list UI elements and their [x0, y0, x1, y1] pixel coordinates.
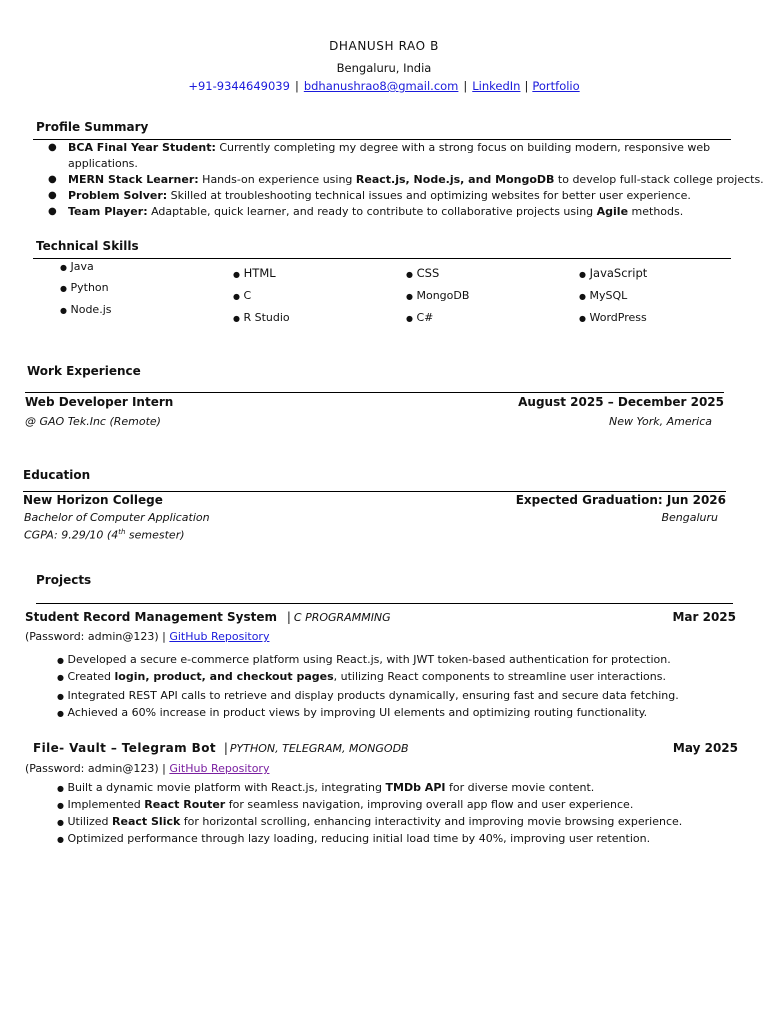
list-item: ● Optimized performance through lazy loading, reducing initial load time by 40%, improving user retention. [57, 832, 651, 845]
project-name: File- Vault – Telegram Bot [33, 741, 216, 755]
bullet-icon: ● [57, 673, 64, 682]
separator: | [463, 79, 468, 93]
list-item: ● Achieved a 60% increase in product views by improving UI elements and optimizing routing functionality. [57, 706, 648, 719]
skill-item: ● C [233, 289, 252, 302]
list-item: ● Created login, product, and checkout pages, utilizing React components to streamline user interactions. [57, 670, 666, 683]
project-heading [33, 741, 409, 755]
item-text: Skilled at troubleshooting technical issues and optimizing websites for better user experience. [167, 189, 691, 202]
school-name: New Horizon College [23, 493, 163, 507]
list-item: ● Integrated REST API calls to retrieve and display products dynamically, ensuring fast and secure data fetching. [57, 689, 679, 702]
bullet-icon: ● [579, 292, 586, 301]
skill-item: ● CSS [406, 266, 440, 280]
item-text: Currently completing my degree with a strong focus on building modern, responsive web [215, 141, 711, 154]
bullet-icon: ● [579, 270, 586, 279]
skill-item: ● HTML [233, 266, 276, 280]
job-dates: August 2025 – December 2025 [518, 395, 724, 409]
bullet-icon: ● [406, 270, 413, 279]
job-title: Web Developer Intern [25, 395, 174, 409]
list-item: ● Utilized React Slick for horizontal scrolling, enhancing interactivity and improving movie browsing experience. [57, 815, 683, 828]
item-label: Problem Solver: [68, 189, 168, 202]
section-rule [36, 603, 733, 604]
bullet-icon: ● [57, 818, 64, 827]
list-item: ● Implemented React Router for seamless navigation, improving overall app flow and user experience. [57, 798, 634, 811]
bullet-icon: ● [406, 292, 413, 301]
project-password: (Password: admin@123) | GitHub Repository [25, 762, 270, 775]
section-rule [25, 392, 724, 393]
bullet-icon: ● [48, 206, 57, 217]
project-password: (Password: admin@123) | GitHub Repository [25, 630, 270, 643]
skill-item: ● Node.js [60, 303, 112, 316]
bullet-icon: ● [57, 801, 64, 810]
bullet-icon: ● [48, 174, 57, 185]
skill-item: ● C# [406, 311, 434, 324]
item-label: BCA Final Year Student: [68, 141, 216, 154]
bullet-icon: ● [48, 190, 57, 201]
bullet-icon: ● [233, 292, 240, 301]
skill-item: ● JavaScript [579, 266, 648, 280]
item-label: MERN Stack Learner: [68, 173, 199, 186]
bullet-icon: ● [60, 306, 67, 315]
section-title-skills: Technical Skills [36, 239, 139, 253]
bullet-icon: ● [48, 142, 57, 153]
bullet-icon: ● [57, 784, 64, 793]
skill-item: ● MySQL [579, 289, 628, 302]
bullet-icon: ● [57, 709, 64, 718]
bullet-icon: ● [60, 284, 67, 293]
bullet-icon: ● [57, 692, 64, 701]
job-company: @ GAO Tek.Inc (Remote) [25, 415, 161, 428]
project-tech: PYTHON, TELEGRAM, MONGODB [229, 742, 409, 755]
linkedin-link[interactable]: LinkedIn [472, 79, 521, 93]
skill-item: ● WordPress [579, 311, 647, 324]
skill-item: ● Java [60, 260, 94, 273]
degree: Bachelor of Computer Application [24, 511, 210, 524]
bullet-icon: ● [57, 656, 64, 665]
bullet-icon: ● [406, 314, 413, 323]
project-date: May 2025 [672, 741, 738, 755]
list-item: ● Built a dynamic movie platform with React.js, integrating TMDb API for diverse movie content. [57, 781, 595, 794]
section-title-profile: Profile Summary [36, 120, 149, 134]
cgpa: CGPA: 9.29/10 (4th semester) [24, 528, 185, 542]
resume-name: DHANUSH RAO B [329, 39, 439, 53]
resume-location: Bengaluru, India [336, 61, 432, 75]
bullet-icon: ● [60, 263, 67, 272]
skill-item: ● Python [60, 281, 109, 294]
github-repo-link[interactable]: GitHub Repository [169, 630, 270, 643]
section-title-work: Work Experience [27, 364, 141, 378]
section-title-projects: Projects [36, 573, 92, 587]
item-text: to develop full-stack college projects. [554, 173, 764, 186]
list-item: ● Developed a secure e-commerce platform using React.js, with JWT token-based authentication for protection. [57, 653, 671, 666]
project-name: Student Record Management System [25, 610, 278, 624]
bullet-icon: ● [233, 270, 240, 279]
item-continuation: applications. [68, 157, 138, 170]
github-repo-link[interactable]: GitHub Repository [169, 762, 270, 775]
skill-item: ● MongoDB [406, 289, 470, 302]
bullet-icon: ● [233, 314, 240, 323]
item-text: methods. [628, 205, 684, 218]
separator: | [524, 79, 529, 93]
bullet-icon: ● [579, 314, 586, 323]
graduation-date: Expected Graduation: Jun 2026 [515, 493, 726, 507]
phone-link[interactable]: +91-9344649039 [188, 79, 290, 93]
project-heading [25, 610, 391, 624]
project-tech: C PROGRAMMING [293, 611, 391, 624]
item-bold: Agile [596, 205, 629, 218]
skill-item: ● R Studio [233, 311, 290, 324]
section-rule [33, 258, 731, 259]
email-link[interactable]: bdhanushrao8@gmail.com [303, 79, 459, 93]
portfolio-link[interactable]: Portfolio [532, 79, 580, 93]
section-rule [23, 491, 726, 492]
separator: | [286, 610, 291, 624]
job-location: New York, America [609, 415, 712, 428]
bullet-icon: ● [57, 835, 64, 844]
separator: | [223, 741, 228, 755]
separator: | [294, 79, 299, 93]
section-title-education: Education [23, 468, 91, 482]
item-text: Adaptable, quick learner, and ready to contribute to collaborative projects using [147, 205, 597, 218]
item-text: Hands-on experience using [198, 173, 356, 186]
project-date: Mar 2025 [672, 610, 736, 624]
contact-line [0, 79, 768, 93]
item-bold: React.js, Node.js, and MongoDB [355, 173, 555, 186]
item-label: Team Player: [68, 205, 148, 218]
school-city: Bengaluru [661, 511, 718, 524]
